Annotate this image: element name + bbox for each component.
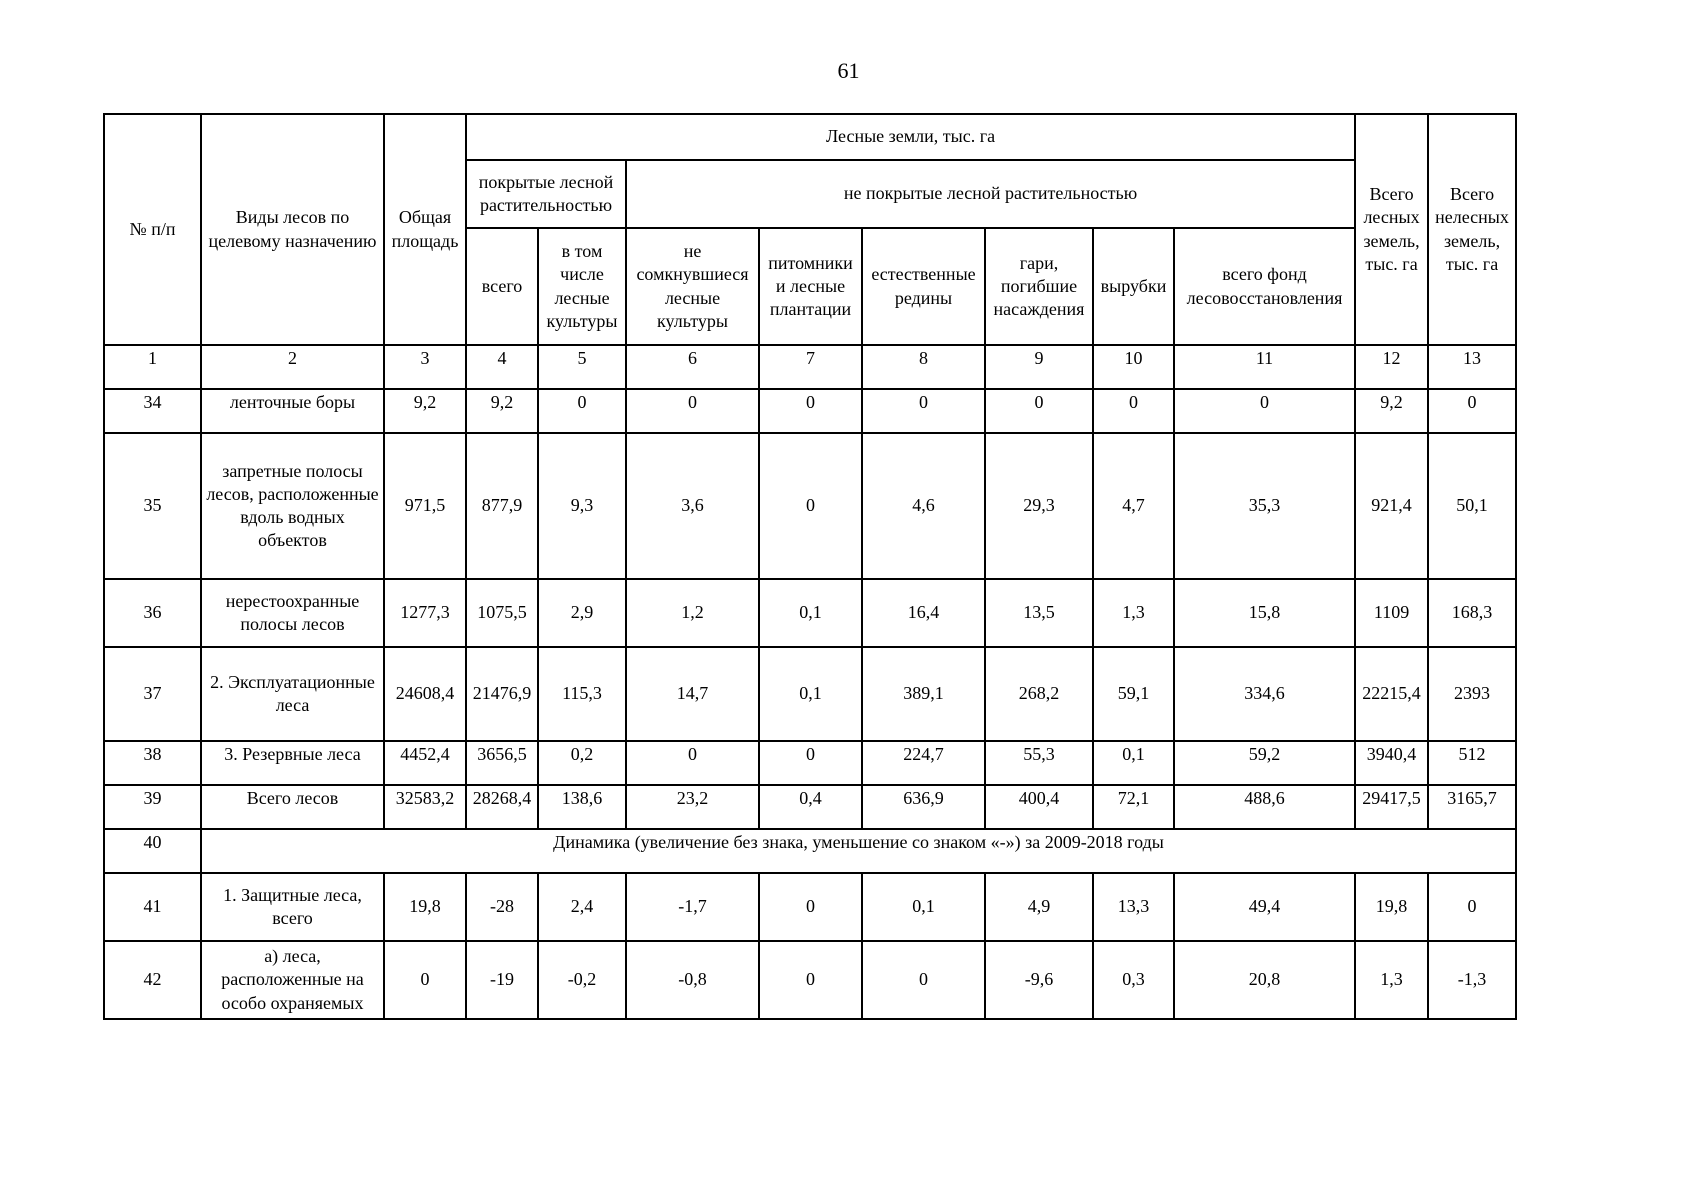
cell-value: 9,2	[1355, 389, 1428, 433]
row-name: запретные полосы лесов, расположенные вдоль водных объектов	[201, 433, 384, 579]
row-number: 36	[104, 579, 201, 647]
cell-value: 4,9	[985, 873, 1093, 941]
cell-value: 0	[759, 389, 862, 433]
cell-value: 0	[626, 389, 759, 433]
col-number: 5	[538, 345, 626, 389]
cell-value: -28	[466, 873, 538, 941]
dynamics-row	[104, 829, 1516, 873]
cell-value: 512	[1428, 741, 1516, 785]
header-kind: Виды лесов по целевому назначению	[201, 114, 384, 345]
cell-value: 168,3	[1428, 579, 1516, 647]
col-number: 2	[201, 345, 384, 389]
cell-value: -0,2	[538, 941, 626, 1019]
cell-value: 3165,7	[1428, 785, 1516, 829]
cell-value: 0,1	[1093, 741, 1174, 785]
col-number: 9	[985, 345, 1093, 389]
row-number: 38	[104, 741, 201, 785]
cell-value: 921,4	[1355, 433, 1428, 579]
cell-value: 0	[1174, 389, 1355, 433]
cell-value: 29,3	[985, 433, 1093, 579]
cell-value: 21476,9	[466, 647, 538, 741]
header-not-covered: не покрытые лесной растительностью	[626, 160, 1355, 228]
cell-value: 35,3	[1174, 433, 1355, 579]
cell-value: -1,7	[626, 873, 759, 941]
col-number: 13	[1428, 345, 1516, 389]
row-name: а) леса, расположенные на особо охраняемых	[201, 941, 384, 1019]
row-name: 2. Эксплуатационные леса	[201, 647, 384, 741]
row-name: 1. Защитные леса, всего	[201, 873, 384, 941]
header-total-forest: Всего лесных земель, тыс. га	[1355, 114, 1428, 345]
cell-value: 59,1	[1093, 647, 1174, 741]
cell-value: 9,2	[384, 389, 466, 433]
cell-value: 9,3	[538, 433, 626, 579]
cell-value: 389,1	[862, 647, 985, 741]
col-number: 3	[384, 345, 466, 389]
col-number: 10	[1093, 345, 1174, 389]
cell-value: 15,8	[1174, 579, 1355, 647]
header-all: всего	[466, 228, 538, 345]
cell-value: 13,3	[1093, 873, 1174, 941]
table-row	[104, 579, 1516, 647]
cell-value: -0,8	[626, 941, 759, 1019]
header-num: № п/п	[104, 114, 201, 345]
table-row	[104, 741, 1516, 785]
header-incl-cultures: в том числе лесные культуры	[538, 228, 626, 345]
cell-value: 4,7	[1093, 433, 1174, 579]
cell-value: 0,4	[759, 785, 862, 829]
cell-value: 0	[759, 433, 862, 579]
row-name: нерестоохранные полосы лесов	[201, 579, 384, 647]
cell-value: 268,2	[985, 647, 1093, 741]
cell-value: 0,3	[1093, 941, 1174, 1019]
row-name: 3. Резервные леса	[201, 741, 384, 785]
header-reforestation: всего фонд лесовосстановления	[1174, 228, 1355, 345]
col-number: 4	[466, 345, 538, 389]
col-number: 8	[862, 345, 985, 389]
cell-value: 23,2	[626, 785, 759, 829]
cell-value: 0,1	[862, 873, 985, 941]
cell-value: 19,8	[384, 873, 466, 941]
cell-value: 0	[384, 941, 466, 1019]
cell-value: 9,2	[466, 389, 538, 433]
cell-value: 59,2	[1174, 741, 1355, 785]
cell-value: -1,3	[1428, 941, 1516, 1019]
table-row	[104, 873, 1516, 941]
cell-value: 28268,4	[466, 785, 538, 829]
cell-value: 1075,5	[466, 579, 538, 647]
row-number: 40	[104, 829, 201, 873]
cell-value: 0	[985, 389, 1093, 433]
cell-value: 14,7	[626, 647, 759, 741]
cell-value: 488,6	[1174, 785, 1355, 829]
cell-value: -9,6	[985, 941, 1093, 1019]
row-number: 34	[104, 389, 201, 433]
header-burnt: гари, погибшие насаждения	[985, 228, 1093, 345]
cell-value: 0	[538, 389, 626, 433]
cell-value: 55,3	[985, 741, 1093, 785]
page-number: 61	[837, 58, 860, 83]
cell-value: 0	[1093, 389, 1174, 433]
cell-value: 50,1	[1428, 433, 1516, 579]
table-row	[104, 647, 1516, 741]
cell-value: 4,6	[862, 433, 985, 579]
cell-value: 1,3	[1093, 579, 1174, 647]
cell-value: 2,4	[538, 873, 626, 941]
header-forest-lands: Лесные земли, тыс. га	[466, 114, 1355, 160]
cell-value: 877,9	[466, 433, 538, 579]
table-row	[104, 389, 1516, 433]
cell-value: 0	[862, 389, 985, 433]
col-number: 11	[1174, 345, 1355, 389]
cell-value: 4452,4	[384, 741, 466, 785]
cell-value: 3940,4	[1355, 741, 1428, 785]
cell-value: 0,1	[759, 579, 862, 647]
cell-value: 971,5	[384, 433, 466, 579]
row-number: 35	[104, 433, 201, 579]
cell-value: 72,1	[1093, 785, 1174, 829]
header-unclosed: не сомкнувшиеся лесные культуры	[626, 228, 759, 345]
header-total-nonforest: Всего нелесных земель, тыс. га	[1428, 114, 1516, 345]
cell-value: 334,6	[1174, 647, 1355, 741]
header-sparse: естественные редины	[862, 228, 985, 345]
cell-value: 32583,2	[384, 785, 466, 829]
table-row	[104, 433, 1516, 579]
header-cuttings: вырубки	[1093, 228, 1174, 345]
row-name: ленточные боры	[201, 389, 384, 433]
cell-value: 24608,4	[384, 647, 466, 741]
col-number: 1	[104, 345, 201, 389]
cell-value: 0,2	[538, 741, 626, 785]
cell-value: 0,1	[759, 647, 862, 741]
cell-value: 2393	[1428, 647, 1516, 741]
row-number: 37	[104, 647, 201, 741]
cell-value: 3,6	[626, 433, 759, 579]
col-number: 6	[626, 345, 759, 389]
cell-value: 636,9	[862, 785, 985, 829]
forest-lands-table	[103, 113, 1517, 1020]
cell-value: 13,5	[985, 579, 1093, 647]
dynamics-caption: Динамика (увеличение без знака, уменьшение со знаком «-») за 2009-2018 годы	[201, 829, 1516, 873]
cell-value: 115,3	[538, 647, 626, 741]
cell-value: 49,4	[1174, 873, 1355, 941]
table-row	[104, 941, 1516, 1019]
header-nurseries: питомники и лесные плантации	[759, 228, 862, 345]
cell-value: 2,9	[538, 579, 626, 647]
cell-value: 0	[1428, 389, 1516, 433]
cell-value: 0	[862, 941, 985, 1019]
cell-value: 400,4	[985, 785, 1093, 829]
cell-value: 138,6	[538, 785, 626, 829]
header-covered: покрытые лесной растительностью	[466, 160, 626, 228]
cell-value: -19	[466, 941, 538, 1019]
cell-value: 1,3	[1355, 941, 1428, 1019]
cell-value: 0	[759, 741, 862, 785]
column-numbers-row	[104, 345, 1516, 389]
row-number: 39	[104, 785, 201, 829]
cell-value: 0	[759, 873, 862, 941]
cell-value: 1277,3	[384, 579, 466, 647]
cell-value: 0	[1428, 873, 1516, 941]
table-row	[104, 785, 1516, 829]
cell-value: 1109	[1355, 579, 1428, 647]
cell-value: 20,8	[1174, 941, 1355, 1019]
col-number: 12	[1355, 345, 1428, 389]
cell-value: 224,7	[862, 741, 985, 785]
header-area: Общая площадь	[384, 114, 466, 345]
row-name: Всего лесов	[201, 785, 384, 829]
cell-value: 16,4	[862, 579, 985, 647]
cell-value: 1,2	[626, 579, 759, 647]
row-number: 41	[104, 873, 201, 941]
cell-value: 19,8	[1355, 873, 1428, 941]
cell-value: 0	[626, 741, 759, 785]
col-number: 7	[759, 345, 862, 389]
cell-value: 22215,4	[1355, 647, 1428, 741]
cell-value: 3656,5	[466, 741, 538, 785]
cell-value: 29417,5	[1355, 785, 1428, 829]
row-number: 42	[104, 941, 201, 1019]
cell-value: 0	[759, 941, 862, 1019]
